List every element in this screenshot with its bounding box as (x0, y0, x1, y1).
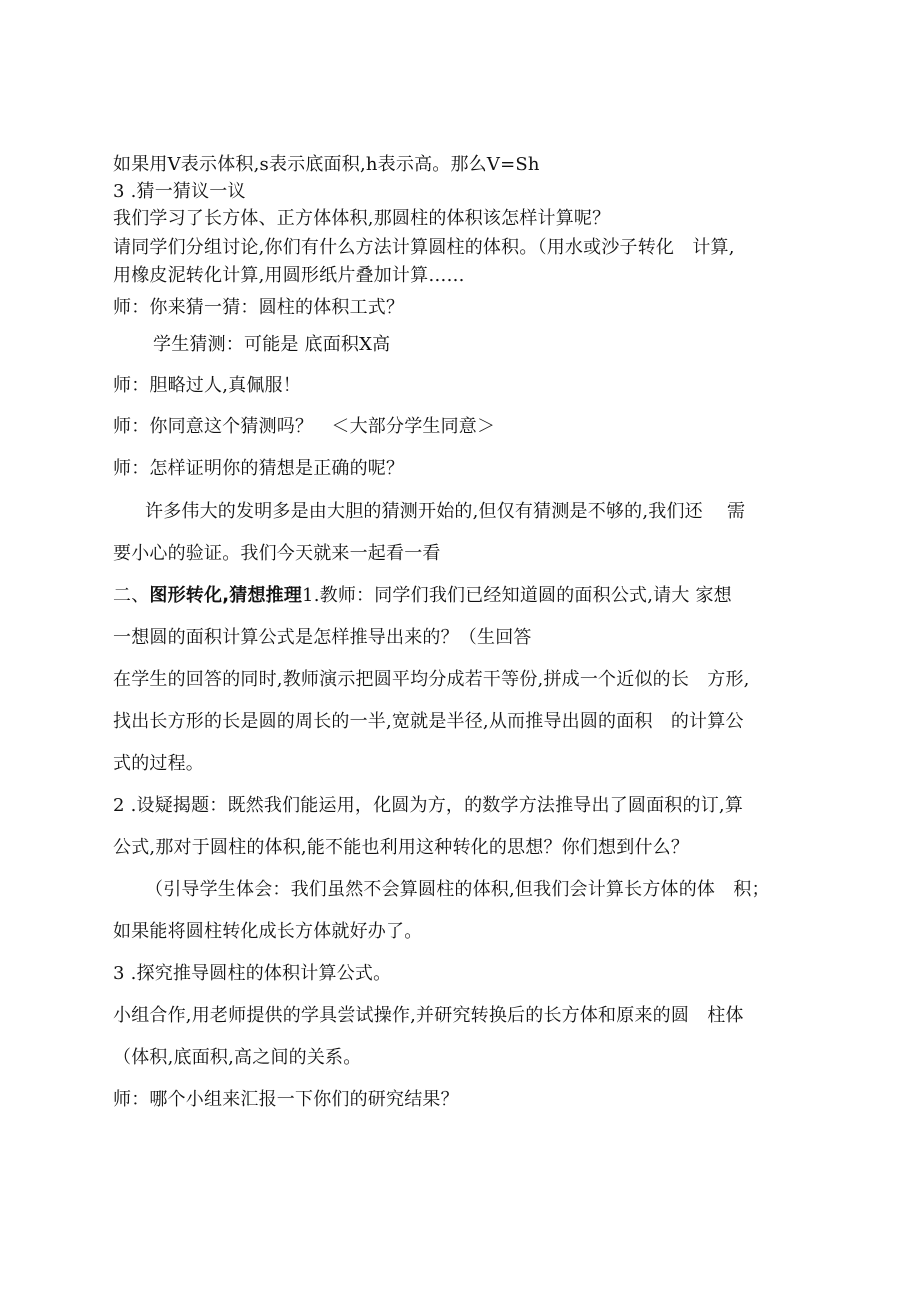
text-line: 如果能将圆柱转化成长方体就好办了。 (113, 921, 423, 942)
text-line: 公式,那对于圆柱的体积,能不能也利用这种转化的思想？你们想到什么？ (113, 837, 690, 858)
text-line: 请同学们分组讨论,你们有什么方法计算圆柱的体积。（用水或沙子转化 计算, (113, 237, 735, 258)
text-line: 找出长方形的长是圆的周长的一半,宽就是半径,从而推导出圆的面积 的计算公 (113, 711, 744, 732)
text-line: 要小心的验证。我们今天就来一起看一看 (113, 543, 441, 564)
text-line: 师：你同意这个猜测吗？ ＜大部分学生同意＞ (113, 416, 496, 437)
text-line: 3 .猜一猜议一议 (113, 181, 246, 202)
section-prefix: 二、 (113, 585, 150, 606)
text-line: （体积,底面积,高之间的关系。 (113, 1047, 362, 1068)
text-line: 师：哪个小组来汇报一下你们的研究结果？ (113, 1089, 459, 1110)
text-line: 师：胆略过人,真佩服！ (113, 375, 301, 396)
text-line: 学生猜测：可能是 底面积X高 (153, 334, 391, 355)
text-line: 式的过程。 (113, 753, 204, 774)
text-line: （引导学生体会：我们虽然不会算圆柱的体积,但我们会计算长方体的体 积； (145, 879, 770, 900)
text-line: 在学生的回答的同时,教师演示把圆平均分成若干等份,拼成一个近似的长 方形, (113, 669, 750, 690)
text-line: 我们学习了长方体、正方体体积,那圆柱的体积该怎样计算呢？ (113, 208, 611, 229)
text-line: 一想圆的面积计算公式是怎样推导出来的？（生回答 (113, 627, 532, 648)
text-line: 小组合作,用老师提供的学具尝试操作,并研究转换后的长方体和原来的圆 柱体 (113, 1005, 744, 1026)
text-line: 如果用V表示体积,s表示底面积,h表示高。那么V=Sh (113, 154, 540, 175)
text-line: 许多伟大的发明多是由大胆的猜测开始的,但仅有猜测是不够的,我们还 需 (145, 501, 746, 522)
text-line: 2 .设疑揭题：既然我们能运用，化圆为方，的数学方法推导出了圆面积的订,算 (113, 795, 744, 816)
text-line: 3 .探究推导圆柱的体积计算公式。 (113, 963, 392, 984)
text-line: 师：怎样证明你的猜想是正确的呢？ (113, 458, 405, 479)
text-line: 1.教师：同学们我们已经知道圆的面积公式,请大 家想 (302, 585, 732, 606)
text-line: 师：你来猜一猜：圆柱的体积工式？ (113, 297, 405, 318)
section-heading-line (113, 584, 732, 608)
section-heading: 图形转化,猜想推理 (149, 585, 303, 606)
text-line: 用橡皮泥转化计算,用圆形纸片叠加计算…… (113, 265, 465, 286)
